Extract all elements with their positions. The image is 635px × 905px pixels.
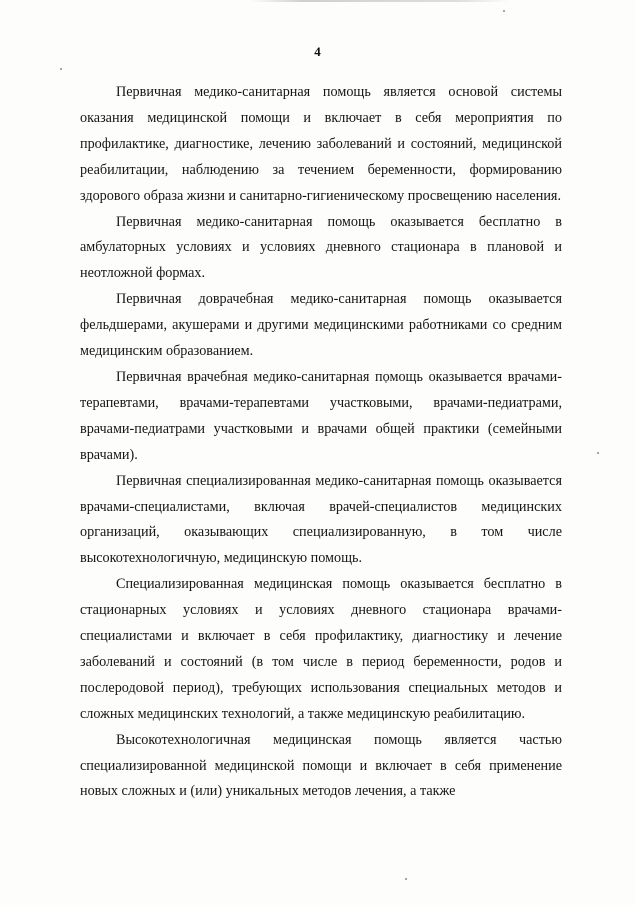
paragraph-primary-care-free: Первичная медико-санитарная помощь оказывается бесплатно в амбулаторных условиях и условиях дневного стационара в плановой и неотложной формах. (80, 213, 562, 282)
paragraph-specialized-primary-care: Первичная специализированная медико-санитарная помощь оказывается врачами-специалистами, включая врачей-специалистов медицинских организаций, оказывающих специализированную, в том числе высокотехнологичную, медицинскую помощь. (80, 472, 562, 567)
scan-top-edge (250, 0, 510, 2)
paragraph-pre-medical-care: Первичная доврачебная медико-санитарная помощь оказывается фельдшерами, акушерами и другими медицинскими работниками со средним медицинским образованием. (80, 291, 562, 360)
paragraph-physician-care: Первичная врачебная медико-санитарная помощь оказывается врачами-терапевтами, врачами-терапевтами участковыми, врачами-педиатрами, врачами-педиатрами участковыми и врачами общей практики (семейными врачами). (80, 368, 562, 463)
paragraph-high-tech-care: Высокотехнологичная медицинская помощь является частью специализированной медицинской помощи и включает в себя применение новых сложных и (или) уникальных методов лечения, а также (80, 731, 562, 800)
paragraph-primary-care: Первичная медико-санитарная помощь является основой системы оказания медицинской помощи и включает в себя мероприятия по профилактике, диагностике, лечению заболеваний и состояний, медицинской реабилитации, наблюдению за течением беременности, формированию здорового образа жизни и санитарно-гигиеническому просвещению населения. (80, 84, 562, 204)
paragraph-specialized-care: Специализированная медицинская помощь оказывается бесплатно в стационарных условиях и условиях дневного стационара врачами-специалистами и включает в себя профилактику, диагностику и лечение заболеваний и состояний (в том числе в период беременности, родов и послеродовой период), требующих использования специальных методов и сложных медицинских технологий, а также медицинскую реабилитацию. (80, 576, 562, 722)
scan-speck (503, 10, 505, 12)
page-number: 4 (314, 44, 321, 59)
scan-speck (60, 68, 62, 70)
scan-speck (405, 878, 407, 880)
document-body (80, 80, 562, 805)
scan-speck (597, 452, 599, 454)
